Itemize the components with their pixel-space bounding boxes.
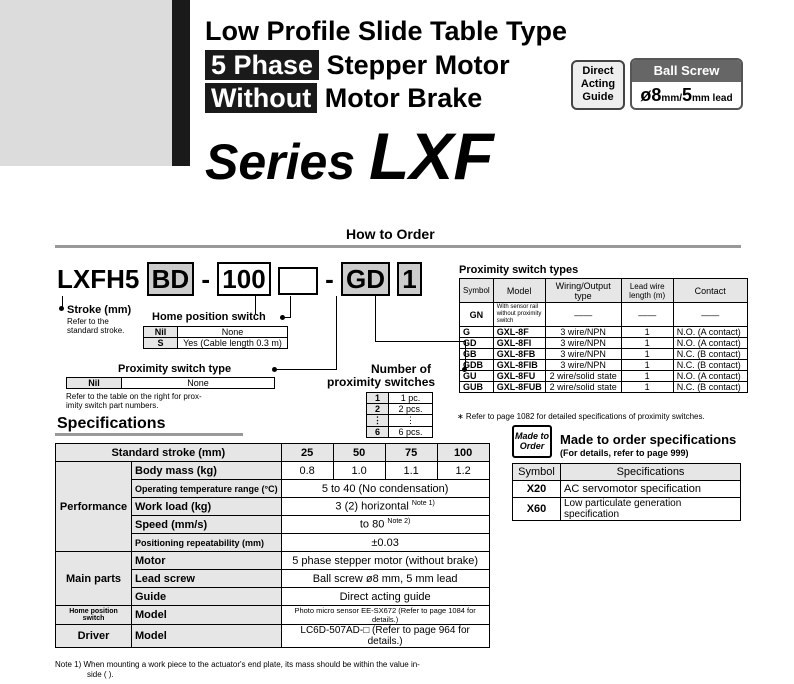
prox-wiring: 2 wire/solid state bbox=[545, 371, 621, 382]
num-vline bbox=[375, 296, 376, 342]
specifications-rule bbox=[55, 433, 243, 436]
spec-note-1a: Note 1) When mounting a work piece to the actuator's end plate, its mass should be within the value in- bbox=[55, 660, 420, 669]
how-to-order-rule bbox=[55, 245, 741, 248]
stroke-label: Stroke (mm) bbox=[67, 304, 132, 316]
spec-work-load-val: 3 (2) horizontal bbox=[335, 500, 409, 513]
how-to-order-heading: How to Order bbox=[346, 226, 435, 242]
home-row-nil bbox=[144, 327, 288, 338]
spec-op-temp: Operating temperature range (°C) bbox=[132, 480, 282, 498]
home-switch-table bbox=[143, 326, 288, 349]
prox-row bbox=[460, 338, 748, 349]
prox-types-note: ∗ Refer to page 1082 for detailed specifications of proximity switches. bbox=[457, 412, 705, 421]
prox-type-row-nil bbox=[67, 378, 275, 389]
prox-symbol: GUB bbox=[460, 382, 494, 393]
prox-dash: —— bbox=[621, 303, 673, 327]
code-prox-type: GD bbox=[341, 262, 390, 296]
col-model: Model bbox=[493, 279, 545, 303]
header-black-bar bbox=[172, 0, 190, 166]
spec-stroke: 75 bbox=[385, 444, 437, 462]
prox-model: GXL-8FB bbox=[493, 349, 545, 360]
ball-screw-spec bbox=[632, 82, 741, 110]
mto-col-spec: Specifications bbox=[561, 464, 741, 481]
spec-mass: 1.2 bbox=[437, 462, 489, 480]
spec-home-switch-label: Home position switch bbox=[56, 606, 132, 625]
prox-symbol: GB bbox=[460, 349, 494, 360]
series-title bbox=[205, 118, 494, 194]
spec-stroke: 100 bbox=[437, 444, 489, 462]
mto-row bbox=[513, 498, 741, 521]
prox-row-gn bbox=[460, 303, 748, 327]
direct-acting-guide-badge bbox=[571, 60, 625, 110]
prox-lead: 1 bbox=[621, 349, 673, 360]
prox-row bbox=[460, 349, 748, 360]
spec-lead-screw: Lead screw bbox=[132, 570, 282, 588]
spec-speed-val: to 80 bbox=[359, 518, 385, 531]
prox-lead: 1 bbox=[621, 360, 673, 371]
mto-row bbox=[513, 481, 741, 498]
code-home-switch-slot bbox=[278, 267, 318, 295]
prox-contact: N.C. (B contact) bbox=[673, 382, 747, 393]
made-to-order-icon bbox=[512, 425, 552, 458]
title-motor-brake: Motor Brake bbox=[324, 83, 483, 113]
prox-model: GXL-8FUB bbox=[493, 382, 545, 393]
prox-model: GXL-8FU bbox=[493, 371, 545, 382]
spec-op-temp-val: 5 to 40 (No condensation) bbox=[281, 480, 489, 498]
prox-wiring: 3 wire/NPN bbox=[545, 338, 621, 349]
spec-home-model-val: Photo micro sensor EE-SX672 (Refer to page 1084 for details.) bbox=[281, 606, 489, 625]
spec-speed-cell bbox=[281, 516, 489, 534]
mto-col-symbol: Symbol bbox=[513, 464, 561, 481]
spec-row-home bbox=[56, 606, 490, 625]
prox-wiring: 3 wire/NPN bbox=[545, 327, 621, 338]
spec-mass: 1.1 bbox=[385, 462, 437, 480]
spec-driver-label: Driver bbox=[56, 625, 132, 648]
made-to-order-subtitle: (For details, refer to page 999) bbox=[560, 448, 689, 458]
code-dash: - bbox=[201, 264, 211, 294]
mto-spec: Low particulate generation specification bbox=[561, 498, 741, 521]
num-desc: ⋮ bbox=[389, 415, 433, 427]
home-symbol: Nil bbox=[144, 327, 178, 338]
specifications-heading: Specifications bbox=[57, 415, 166, 432]
spec-header bbox=[56, 444, 490, 462]
prox-type-hline bbox=[276, 369, 336, 370]
prox-type-label: Proximity switch type bbox=[118, 363, 232, 375]
code-stroke: 100 bbox=[217, 262, 270, 296]
prox-model: GXL-8FI bbox=[493, 338, 545, 349]
series-name: LXF bbox=[369, 119, 494, 193]
prox-row bbox=[460, 327, 748, 338]
prox-contact: N.O. (A contact) bbox=[673, 338, 747, 349]
prox-contact: N.O. (A contact) bbox=[673, 327, 747, 338]
spec-performance-label: Performance bbox=[56, 462, 132, 552]
series-word: Series bbox=[205, 134, 356, 190]
badge-guide-text: Guide bbox=[582, 91, 614, 103]
prox-wiring: 2 wire/solid state bbox=[545, 382, 621, 393]
prox-symbol: GDB bbox=[460, 360, 494, 371]
col-lead: Lead wire length (m) bbox=[621, 279, 673, 303]
col-symbol: Symbol bbox=[460, 279, 494, 303]
header-gray-block bbox=[0, 0, 172, 166]
num-desc: 2 pcs. bbox=[389, 404, 433, 415]
made-to-order-title: Made to order specifications bbox=[560, 432, 737, 447]
prox-row bbox=[460, 360, 748, 371]
num-switches-label-1: Number of bbox=[371, 362, 431, 376]
spec-model: Model bbox=[132, 625, 282, 648]
ball-screw-unit: mm lead bbox=[692, 93, 733, 104]
prox-wiring: 3 wire/NPN bbox=[545, 360, 621, 371]
stroke-note-2: standard stroke. bbox=[67, 326, 125, 335]
home-desc: None bbox=[178, 327, 288, 338]
spec-pos-rep-val: ±0.03 bbox=[281, 534, 489, 552]
prox-types-header bbox=[460, 279, 748, 303]
spec-guide: Guide bbox=[132, 588, 282, 606]
num-symbol: 1 bbox=[367, 393, 389, 404]
home-switch-label: Home position switch bbox=[152, 311, 266, 323]
prox-lead: 1 bbox=[621, 327, 673, 338]
spec-note-ref: Note 1) bbox=[411, 500, 435, 508]
mto-spec: AC servomotor specification bbox=[561, 481, 741, 498]
spec-row-mass bbox=[56, 462, 490, 480]
stroke-dot bbox=[59, 306, 64, 311]
prox-symbol: GU bbox=[460, 371, 494, 382]
prox-contact: N.O. (A contact) bbox=[673, 371, 747, 382]
num-switches-table bbox=[366, 392, 433, 438]
num-row bbox=[367, 427, 433, 438]
prox-dash: —— bbox=[545, 303, 621, 327]
code-dash: - bbox=[325, 264, 334, 294]
col-wiring: Wiring/Output type bbox=[545, 279, 621, 303]
ball-screw-lead: 5 bbox=[681, 85, 692, 105]
prox-type-vline bbox=[336, 296, 337, 370]
spec-lead-screw-val: Ball screw ø8 mm, 5 mm lead bbox=[281, 570, 489, 588]
code-prox-count: 1 bbox=[397, 262, 421, 296]
mto-header bbox=[513, 464, 741, 481]
spec-motor-val: 5 phase stepper motor (without brake) bbox=[281, 552, 489, 570]
num-switches-label-2: proximity switches bbox=[327, 375, 436, 389]
spec-pos-rep: Positioning repeatability (mm) bbox=[132, 534, 282, 552]
spec-model: Model bbox=[132, 606, 282, 625]
prox-model: With sensor rail without proximity switch bbox=[493, 303, 545, 327]
ball-screw-dia: ø8 bbox=[640, 85, 662, 105]
prox-symbol: G bbox=[460, 327, 494, 338]
spec-work-load-cell bbox=[281, 498, 489, 516]
spec-work-load: Work load (kg) bbox=[132, 498, 282, 516]
prox-symbol: GN bbox=[460, 303, 494, 327]
col-contact: Contact bbox=[673, 279, 747, 303]
num-row bbox=[367, 404, 433, 415]
spec-note-ref: Note 2) bbox=[387, 518, 411, 526]
spec-mass: 1.0 bbox=[333, 462, 385, 480]
home-row-s bbox=[144, 338, 288, 349]
spec-body-mass: Body mass (kg) bbox=[132, 462, 282, 480]
num-row bbox=[367, 415, 433, 427]
mto-symbol: X60 bbox=[513, 498, 561, 521]
prox-lead: 1 bbox=[621, 371, 673, 382]
prox-contact: N.C. (B contact) bbox=[673, 349, 747, 360]
badge-acting-text: Acting bbox=[580, 78, 616, 90]
spec-guide-val: Direct acting guide bbox=[281, 588, 489, 606]
prox-types-title: Proximity switch types bbox=[459, 264, 579, 276]
spec-stroke: 50 bbox=[333, 444, 385, 462]
spec-row-driver bbox=[56, 625, 490, 648]
title-phase-highlight: 5 Phase bbox=[205, 50, 319, 80]
prox-contact: N.C. (B contact) bbox=[673, 360, 747, 371]
num-desc: 6 pcs. bbox=[389, 427, 433, 438]
prox-model: GXL-8FIB bbox=[493, 360, 545, 371]
spec-stroke-header: Standard stroke (mm) bbox=[56, 444, 282, 462]
prox-type-symbol: Nil bbox=[67, 378, 122, 389]
prox-lead: 1 bbox=[621, 338, 673, 349]
prox-type-dot bbox=[272, 367, 277, 372]
spec-main-parts-label: Main parts bbox=[56, 552, 132, 606]
spec-stroke: 25 bbox=[281, 444, 333, 462]
title-stepper: Stepper Motor bbox=[326, 50, 510, 80]
home-symbol: S bbox=[144, 338, 178, 349]
home-desc: Yes (Cable length 0.3 m) bbox=[178, 338, 288, 349]
prox-dash: —— bbox=[673, 303, 747, 327]
prox-types-table bbox=[459, 278, 748, 393]
prox-type-table bbox=[66, 377, 275, 389]
badge-direct-text: Direct bbox=[582, 65, 614, 77]
ball-screw-mm: mm/ bbox=[661, 93, 682, 104]
spec-row-motor bbox=[56, 552, 490, 570]
title-line-3 bbox=[205, 83, 482, 114]
title-without-highlight: Without bbox=[205, 83, 317, 113]
num-row bbox=[367, 393, 433, 404]
home-dot bbox=[280, 315, 285, 320]
prox-lead: 1 bbox=[621, 382, 673, 393]
prox-type-note-1: Refer to the table on the right for prox- bbox=[66, 392, 202, 401]
prox-symbol: GD bbox=[460, 338, 494, 349]
order-code bbox=[57, 264, 422, 295]
prox-row bbox=[460, 382, 748, 393]
specifications-table bbox=[55, 443, 490, 648]
spec-driver-model-val: LC6D-507AD-□ (Refer to page 964 for details.) bbox=[281, 625, 489, 648]
spec-note-1b: side ( ). bbox=[87, 670, 114, 679]
mto-icon-line2: Order bbox=[519, 441, 545, 451]
spec-speed: Speed (mm/s) bbox=[132, 516, 282, 534]
code-bd: BD bbox=[147, 262, 195, 296]
num-symbol: 6 bbox=[367, 427, 389, 438]
code-prefix: LXFH5 bbox=[57, 264, 140, 294]
spec-motor: Motor bbox=[132, 552, 282, 570]
home-vline bbox=[290, 296, 291, 318]
spec-mass: 0.8 bbox=[281, 462, 333, 480]
mto-symbol: X20 bbox=[513, 481, 561, 498]
title-line-2 bbox=[205, 50, 510, 81]
ball-screw-badge bbox=[630, 58, 743, 110]
ball-screw-title: Ball Screw bbox=[632, 60, 741, 82]
prox-type-note-2: imity switch part numbers. bbox=[66, 401, 159, 410]
num-symbol: ⋮ bbox=[367, 415, 389, 427]
num-hline1 bbox=[375, 341, 465, 342]
prox-model: GXL-8F bbox=[493, 327, 545, 338]
title-line-1: Low Profile Slide Table Type bbox=[205, 16, 568, 46]
prox-row bbox=[460, 371, 748, 382]
num-desc: 1 pc. bbox=[389, 393, 433, 404]
num-symbol: 2 bbox=[367, 404, 389, 415]
stroke-note-1: Refer to the bbox=[67, 317, 109, 326]
made-to-order-table bbox=[512, 463, 741, 521]
mto-icon-line1: Made to bbox=[514, 431, 549, 441]
prox-wiring: 3 wire/NPN bbox=[545, 349, 621, 360]
prox-type-desc: None bbox=[122, 378, 275, 389]
